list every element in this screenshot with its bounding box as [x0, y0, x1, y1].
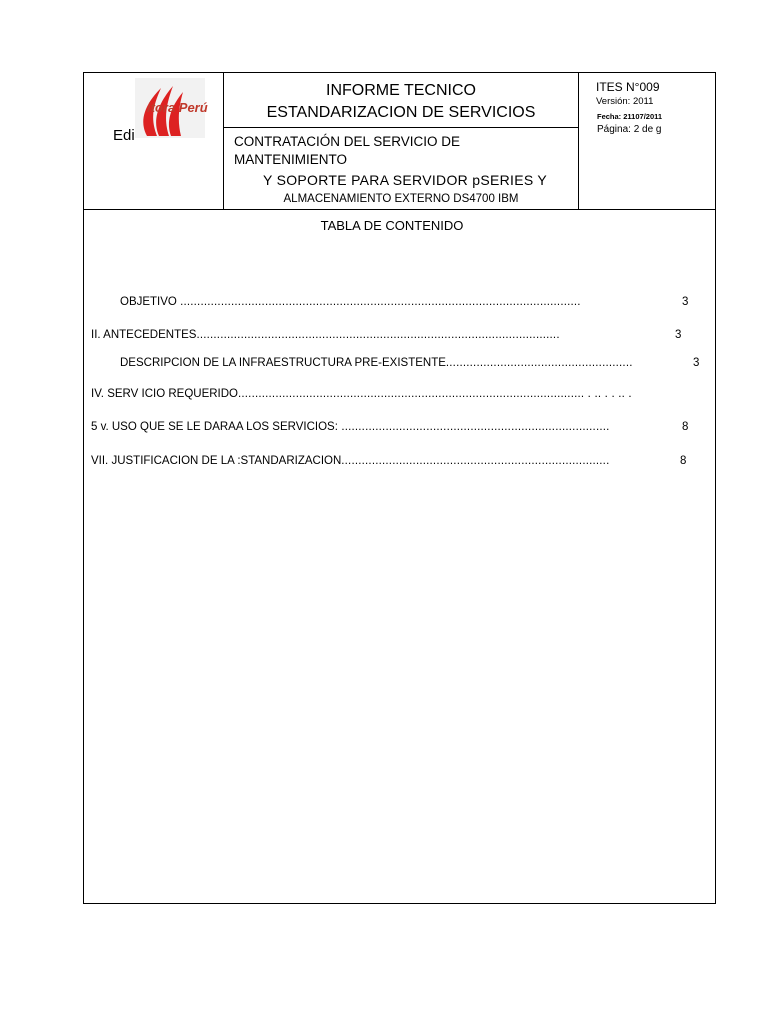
contract-line-1: CONTRATACIÓN DEL SERVICIO DE	[234, 134, 461, 149]
report-subtitle: ESTANDARIZACION DE SERVICIOS	[266, 104, 536, 121]
report-title: INFORME TECNICO	[326, 82, 476, 99]
toc-page: 3	[682, 296, 689, 308]
toc-entry-antecedentes	[91, 329, 560, 341]
toc-title: TABLA DE CONTENIDO	[320, 218, 464, 233]
toc-dots: ...........................................................................................................	[196, 329, 560, 341]
toc-page: 3	[693, 357, 700, 369]
toc-label: DESCRIPCION DE LA INFRAESTRUCTURA PRE-EXISTENTE	[120, 357, 446, 369]
toc-entry-objetivo	[120, 296, 581, 308]
toc-entry-justificacion	[91, 455, 609, 467]
toc-entry-descripcion	[120, 357, 633, 369]
toc-dots: ...............................................................................	[337, 421, 610, 433]
doc-page: Página: 2 de g	[597, 124, 662, 135]
toc-page: 8	[682, 421, 689, 433]
logo-prefix: Edi	[113, 127, 135, 144]
logo-text: itora Perú	[147, 100, 208, 115]
title-divider	[223, 127, 578, 128]
toc-page: 8	[680, 455, 687, 467]
header-divider	[83, 209, 716, 210]
contract-line-2: MANTENIMIENTO	[234, 152, 348, 167]
toc-label: IV. SERV ICIO REQUERIDO	[91, 388, 238, 400]
contract-line-4: ALMACENAMIENTO EXTERNO DS4700 IBM	[283, 193, 519, 205]
toc-label: OBJETIVO	[120, 296, 181, 308]
toc-label: VII. JUSTIFICACION DE LA :STANDARIZACION	[91, 455, 342, 467]
doc-version: Versión: 2011	[596, 96, 654, 107]
toc-entry-servicio	[91, 388, 632, 400]
doc-number: ITES N°009	[596, 80, 660, 94]
toc-dots: ......................................................................................................................	[180, 296, 581, 308]
toc-label: II. ANTECEDENTES	[91, 329, 197, 341]
info-column-divider	[578, 72, 579, 209]
contract-line-3: Y SOPORTE PARA SERVIDOR pSERIES Y	[263, 172, 548, 188]
doc-date: Fecha: 21107/2011	[597, 112, 663, 121]
toc-dots: .......................................................	[445, 357, 633, 369]
toc-dots: ...................................................................................................... . .. . . .. .	[237, 388, 632, 400]
toc-page: 3	[675, 329, 682, 341]
toc-entry-uso	[91, 421, 610, 433]
toc-label: 5 v. USO QUE SE LE DARAA LOS SERVICIOS:	[91, 421, 338, 433]
toc-dots: ...............................................................................	[341, 455, 610, 467]
